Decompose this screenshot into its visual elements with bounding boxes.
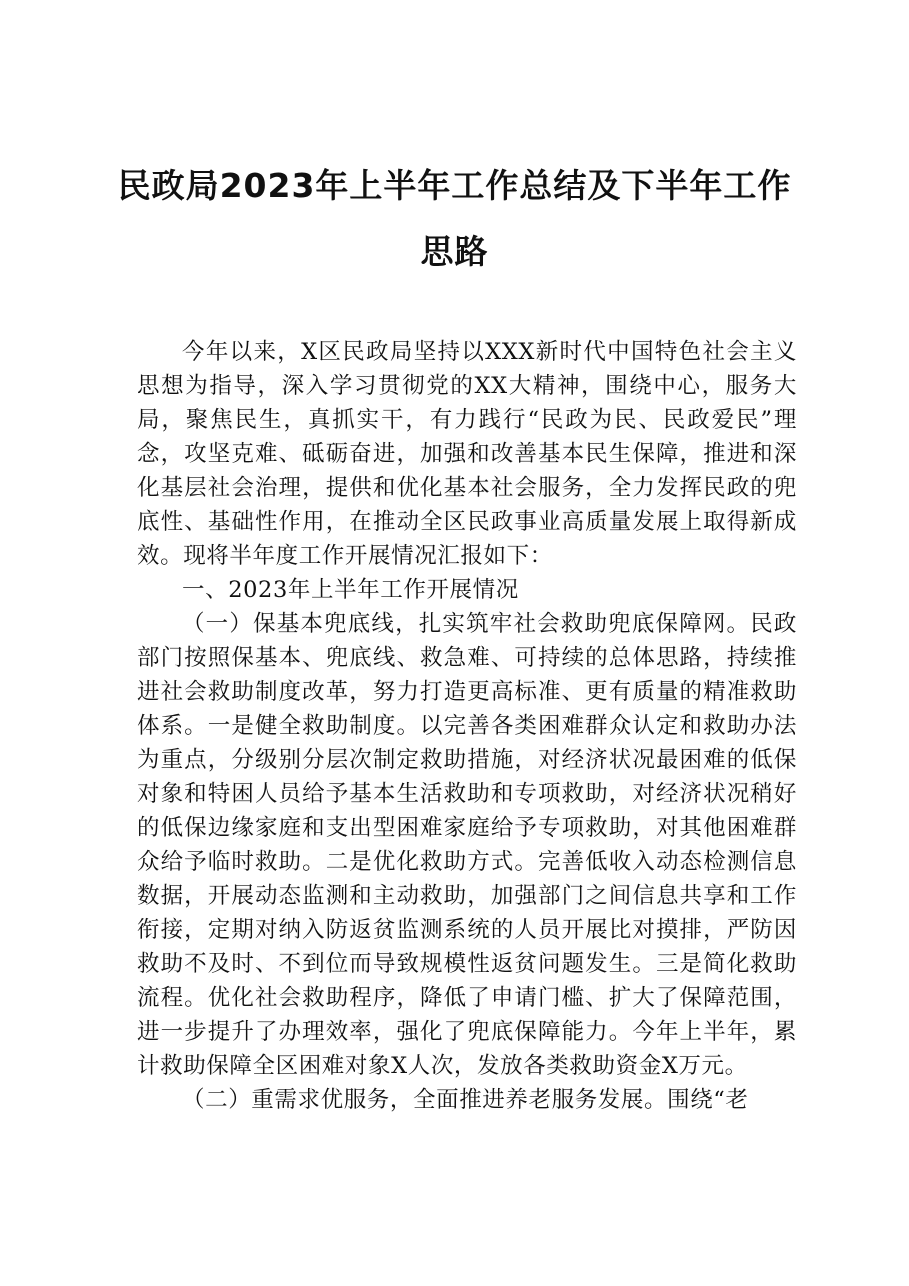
section-heading-1: 一、2023年上半年工作开展情况 — [182, 577, 519, 603]
subsection-paragraph-1: （一）保基本兜底线，扎实筑牢社会救助兜底保障网。民政部门按照保基本、兜底线、救急难、可持续的总体思路，持续推进社会救助制度改革，努力打造更高标准、更有质量的精准救助体系。一是健全救助制度。以完善各类困难群众认定和救助办法为重点，分级别分层次制定救助措施，对经济状况最困难的低保对象和特困人员给予基本生活救助和专项救助，对经济状况稍好的低保边缘家庭和支出型困难家庭给予专项救助，对其他困难群众给予临时救助。二是优化救助方式。完善低收入动态检测信息数据，开展动态监测和主动救助，加强部门之间信息共享和工作衔接，定期对纳入防返贫监测系统的人员开展比对摸排，严防因救助不及时、不到位而导致规模性返贫问题发生。三是简化救助流程。优化社会救助程序，降低了申请门槛、扩大了保障范围，进一步提升了办理效率，强化了兜底保障能力。今年上半年，累计救助保障全区困难对象X人次，发放各类救助资金X万元。 — [137, 611, 797, 1079]
document-title-line-2: 思路 — [420, 232, 489, 271]
document-title-line-1: 民政局2023年上半年工作总结及下半年工作 — [117, 166, 792, 205]
document-body — [137, 335, 797, 1117]
subsection-paragraph-2: （二）重需求优服务，全面推进养老服务发展。围绕“老 — [182, 1087, 749, 1113]
intro-paragraph: 今年以来，X区民政局坚持以XXX新时代中国特色社会主义思想为指导，深入学习贯彻党的XX大精神，围绕中心，服务大局，聚焦民生，真抓实干，有力践行“民政为民、民政爱民”理念，攻坚克难、砥砺奋进，加强和改善基本民生保障，推进和深化基层社会治理，提供和优化基本社会服务，全力发挥民政的兜底性、基础性作用，在推动全区民政事业高质量发展上取得新成效。现将半年度工作开展情况汇报如下： — [137, 339, 797, 569]
